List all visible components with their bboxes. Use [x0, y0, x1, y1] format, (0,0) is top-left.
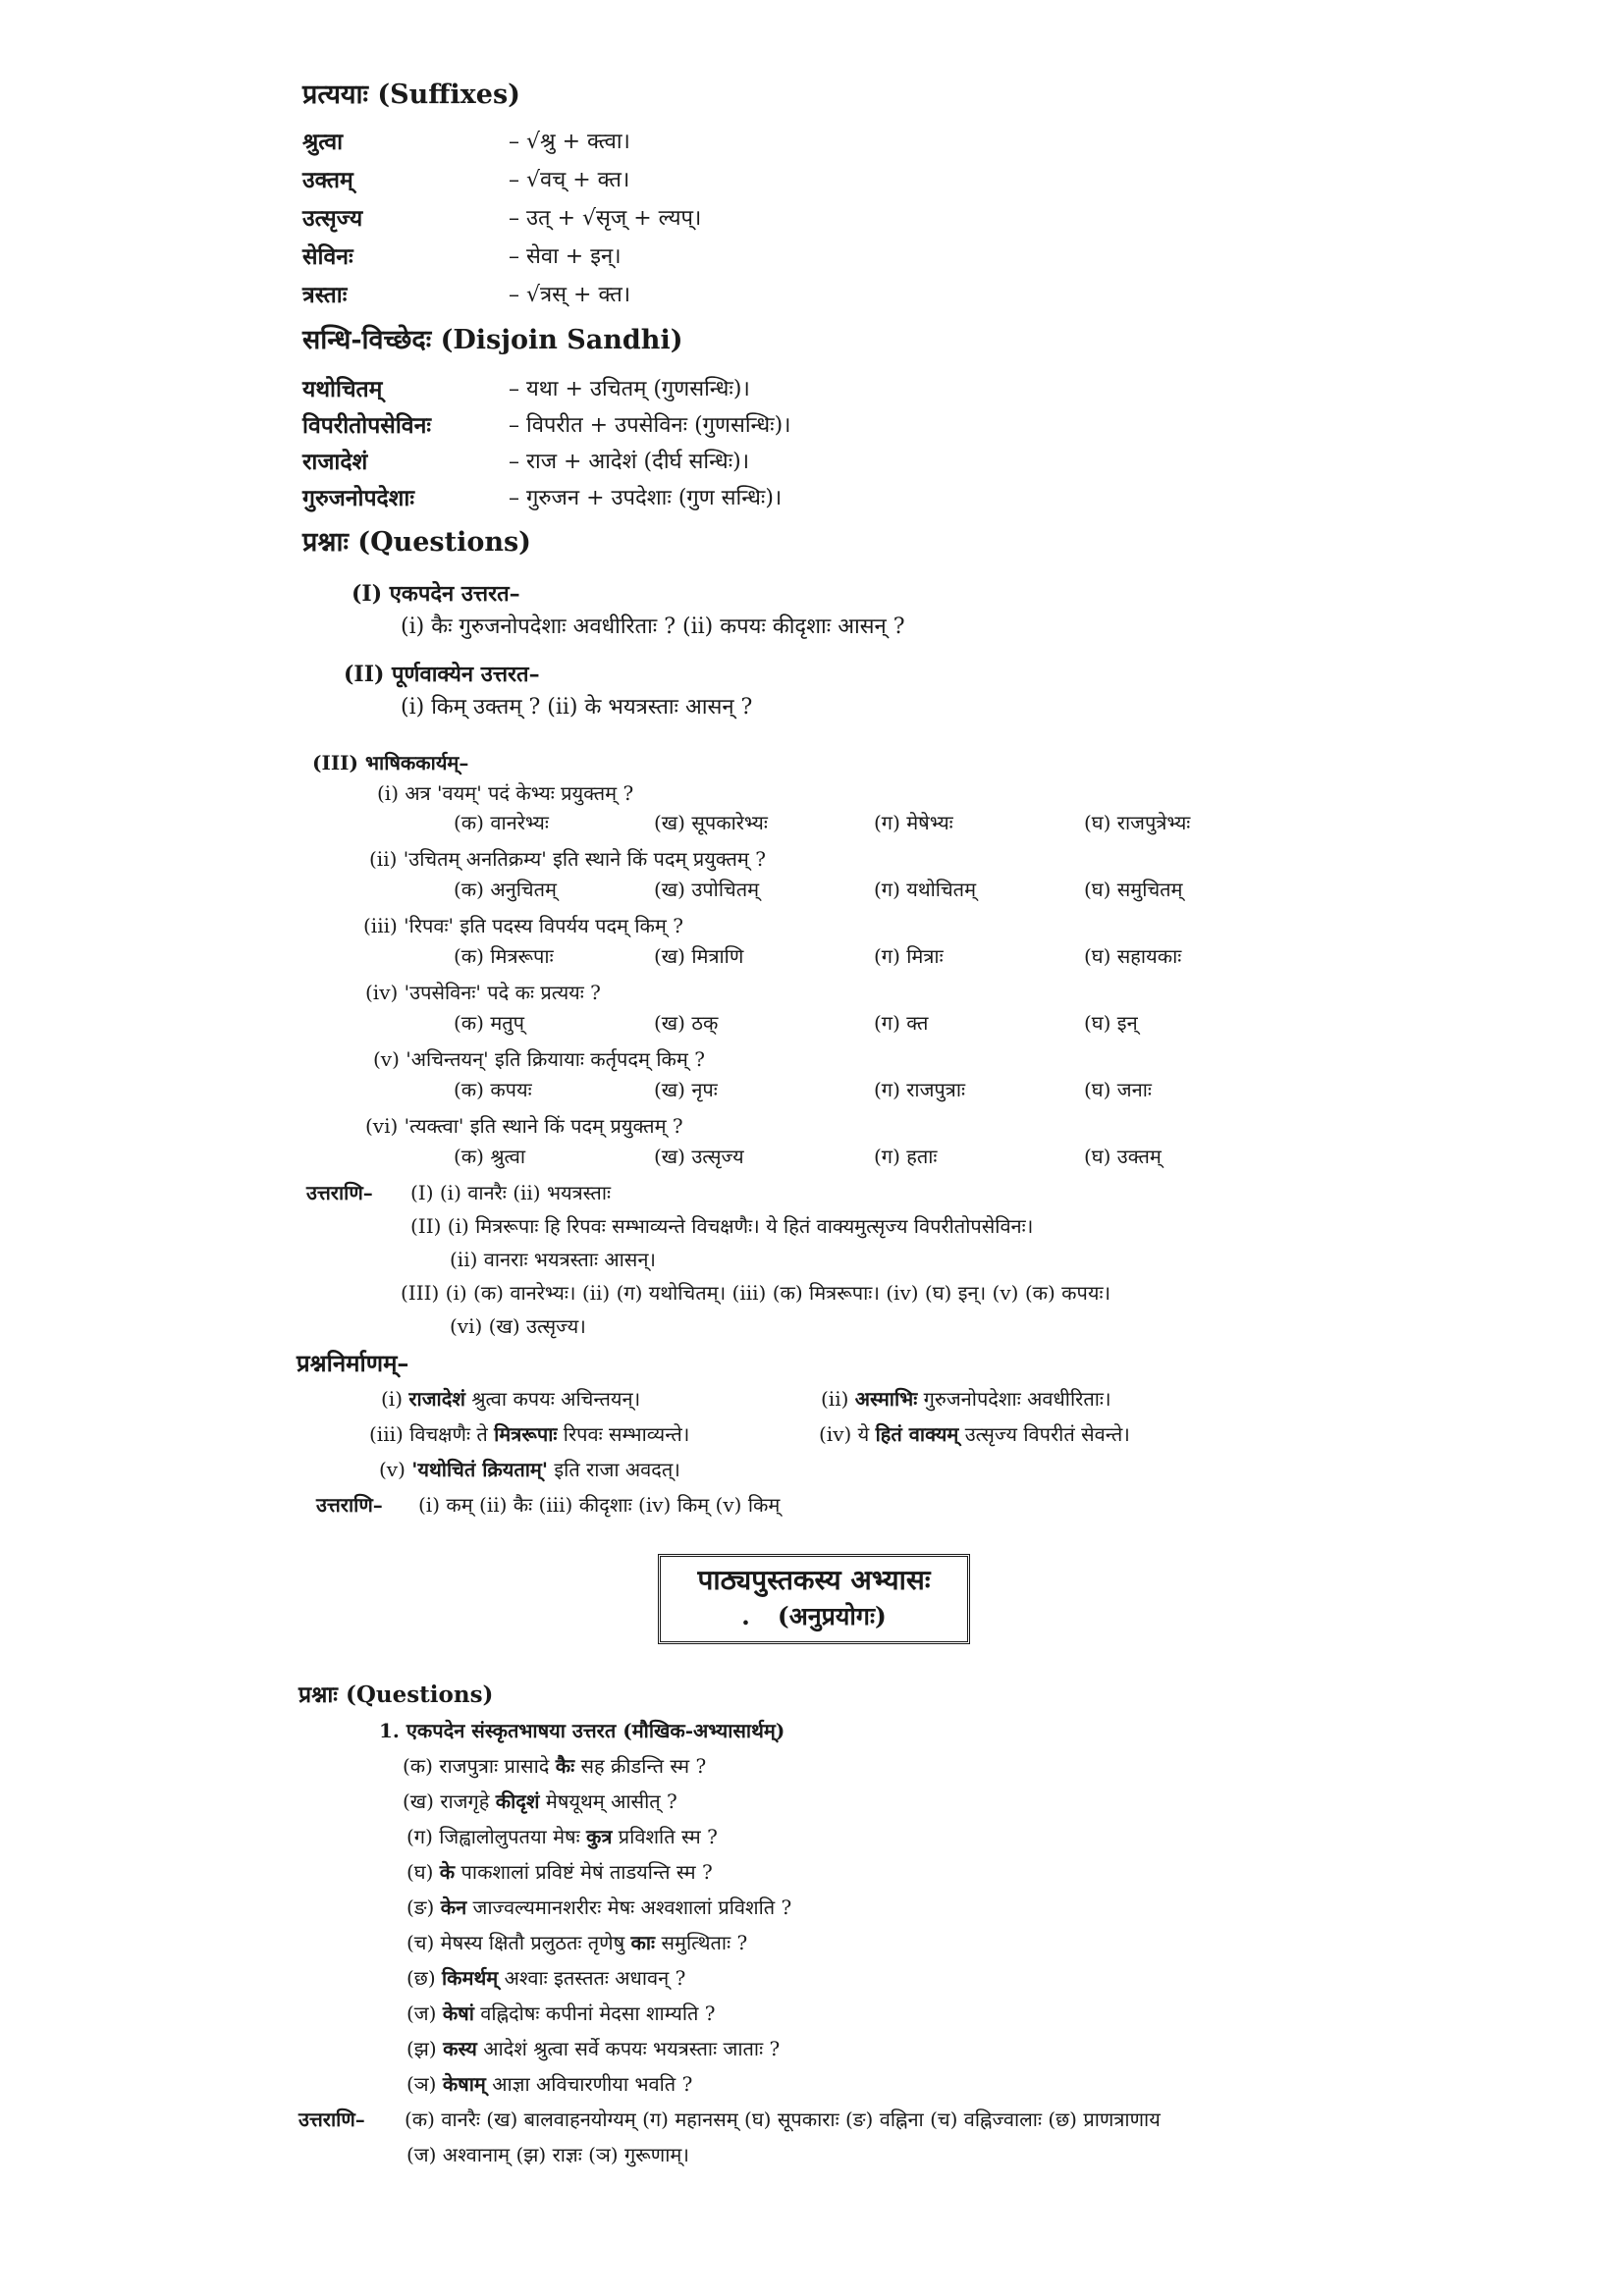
suffix-word: श्रुत्वा: [302, 129, 344, 155]
option: (क) वानरेभ्यः: [454, 811, 549, 834]
textbook-item: (ख) राजगृहे कीदृशं मेषयूथम् आसीत् ?: [403, 1789, 677, 1813]
box-title: पाठ्यपुस्तकस्य अभ्यासः: [697, 1564, 931, 1596]
question-making-heading: प्रश्ननिर्माणम्–: [297, 1349, 409, 1377]
answer-line: (III) (i) (क) वानरेभ्यः। (ii) (ग) यथोचितम्। (iii) (क) मित्ररूपाः। (iv) (घ) इन्। (v) (क) कपयः।: [401, 1281, 1111, 1305]
grammar-title: (III) भाषिककार्यम्–: [312, 751, 469, 774]
textbook-answers-label: उत्तराणि–: [298, 2108, 365, 2131]
option: (क) मतुप्: [454, 1011, 525, 1035]
textbook-questions-heading: प्रश्नाः (Questions): [298, 1682, 494, 1708]
one-word-questions: (i) कैः गुरुजनोपदेशाः अवधीरिताः ? (ii) कपयः कीदृशाः आसन् ?: [401, 614, 905, 639]
question-making-answers-label: उत्तराणि–: [316, 1493, 383, 1517]
option: (ग) राजपुत्राः: [874, 1078, 966, 1101]
textbook-q1-title: 1. एकपदेन संस्कृतभाषया उत्तरत (मौखिक-अभ्यासार्थम्): [379, 1719, 785, 1742]
sandhi-word: राजादेशं: [302, 449, 368, 475]
textbook-item: (घ) के पाकशालां प्रविष्टं मेषं ताडयन्ति स्म ?: [406, 1860, 713, 1884]
option: (ग) हताः: [874, 1145, 938, 1168]
option: (क) अनुचितम्: [454, 878, 557, 901]
question-making-item: (iv) ये हितं वाक्यम् उत्सृज्य विपरीतं सेवन्ते।: [819, 1422, 1130, 1446]
grammar-question: (iv) 'उपसेविनः' पदे कः प्रत्ययः ?: [365, 981, 601, 1004]
textbook-item: (झ) कस्य आदेशं श्रुत्वा सर्वे कपयः भयत्रस्ताः जाताः ?: [406, 2037, 781, 2060]
textbook-item: (च) मेषस्य क्षितौ प्रलुठतः तृणेषु काः समुत्थिताः ?: [406, 1931, 748, 1954]
suffix-word: उत्सृज्य: [302, 205, 363, 232]
option: (क) कपयः: [454, 1078, 532, 1101]
sandhi-heading: सन्धि-विच्छेदः (Disjoin Sandhi): [302, 325, 683, 355]
sandhi-word: विपरीतोपसेविनः: [302, 412, 432, 439]
suffix-parts: – √वच् + क्त।: [509, 168, 630, 192]
suffixes-heading: प्रत्ययाः (Suffixes): [302, 80, 520, 110]
textbook-answers-line: (क) वानरैः (ख) बालवाहनयोग्यम् (ग) महानसम् (घ) सूपकाराः (ङ) वह्निना (च) वह्निज्वालाः (छ) प्राणत्राणाय: [405, 2108, 1161, 2131]
questions-heading: प्रश्नाः (Questions): [302, 527, 531, 558]
option: (ख) सूपकारेभ्यः: [654, 811, 768, 834]
suffix-word: उक्तम्: [302, 167, 353, 193]
grammar-question: (vi) 'त्यक्त्वा' इति स्थाने किं पदम् प्रयुक्तम् ?: [365, 1114, 683, 1138]
option: (ग) क्त: [874, 1011, 929, 1035]
suffix-parts: – उत् + √सृज् + ल्यप्।: [509, 206, 702, 231]
suffix-word: सेविनः: [302, 243, 353, 270]
question-making-item: (ii) अस्माभिः गुरुजनोपदेशाः अवधीरिताः।: [821, 1387, 1111, 1411]
textbook-exercise-box: [658, 1554, 970, 1644]
option: (ख) उत्सृज्य: [654, 1145, 744, 1168]
textbook-answers-line: (ज) अश्वानाम् (झ) राज्ञः (ञ) गुरूणाम्।: [406, 2143, 689, 2166]
option: (क) मित्ररूपाः: [454, 944, 554, 968]
answer-line: (II) (i) मित्ररूपाः हि रिपवः सम्भाव्यन्ते विचक्षणैः। ये हितं वाक्यमुत्सृज्य विपरीतोपसेविनः।: [410, 1214, 1034, 1238]
option: (ख) नृपः: [654, 1078, 718, 1101]
grammar-question: (i) अत्र 'वयम्' पदं केभ्यः प्रयुक्तम् ?: [377, 781, 634, 805]
sandhi-word: गुरुजनोपदेशाः: [302, 485, 415, 511]
suffix-parts: – √श्रु + क्त्वा।: [509, 130, 630, 154]
textbook-item: (ग) जिह्वालोलुपतया मेषः कुत्र प्रविशति स्म ?: [406, 1825, 718, 1848]
full-sentence-title: (II) पूर्णवाक्येन उत्तरत–: [344, 662, 540, 687]
sandhi-word: यथोचितम्: [302, 376, 383, 402]
option: (ग) यथोचितम्: [874, 878, 977, 901]
box-subtitle: . (अनुप्रयोगः): [741, 1602, 887, 1630]
sandhi-parts: – राज + आदेशं (दीर्घ सन्धिः)।: [509, 450, 750, 474]
option: (घ) जनाः: [1084, 1078, 1152, 1101]
grammar-question: (ii) 'उचितम् अनतिक्रम्य' इति स्थाने किं पदम् प्रयुक्तम् ?: [369, 847, 766, 871]
grammar-question: (iii) 'रिपवः' इति पदस्य विपर्यय पदम् किम् ?: [363, 914, 683, 937]
option: (घ) इन्: [1084, 1011, 1138, 1035]
option: (ख) उपोचितम्: [654, 878, 760, 901]
sandhi-parts: – विपरीत + उपसेविनः (गुणसन्धिः)।: [509, 413, 791, 438]
textbook-item: (छ) किमर्थम् अश्वाः इतस्ततः अधावन् ?: [406, 1966, 686, 1990]
option: (क) श्रुत्वा: [454, 1145, 526, 1168]
textbook-item: (ञ) केषाम् आज्ञा अविचारणीया भवति ?: [406, 2072, 693, 2096]
suffix-word: त्रस्ताः: [302, 282, 348, 308]
suffix-parts: – सेवा + इन्।: [509, 244, 622, 269]
one-word-title: (I) एकपदेन उत्तरत–: [352, 581, 520, 607]
option: (घ) उक्तम्: [1084, 1145, 1162, 1168]
question-making-item: (i) राजादेशं श्रुत्वा कपयः अचिन्तयन्।: [381, 1387, 641, 1411]
option: (ग) मेषेभ्यः: [874, 811, 953, 834]
grammar-question: (v) 'अचिन्तयन्' इति क्रियायाः कर्तृपदम् किम् ?: [373, 1047, 705, 1071]
answer-line: (vi) (ख) उत्सृज्य।: [450, 1314, 586, 1338]
option: (ख) मित्राणि: [654, 944, 744, 968]
textbook-item: (ङ) केन जाज्वल्यमानशरीरः मेषः अश्वशालां प्रविशति ?: [406, 1896, 792, 1919]
option: (ख) ठक्: [654, 1011, 719, 1035]
answer-line: (I) (i) वानरैः (ii) भयत्रस्ताः: [410, 1181, 612, 1204]
full-sentence-questions: (i) किम् उक्तम् ? (ii) के भयत्रस्ताः आसन् ?: [401, 695, 753, 720]
option: (घ) राजपुत्रेभ्यः: [1084, 811, 1191, 834]
option: (घ) समुचितम्: [1084, 878, 1183, 901]
question-making-item: (v) 'यथोचितं क्रियताम्' इति राजा अवदत्।: [379, 1458, 680, 1481]
question-making-answers: (i) कम् (ii) कैः (iii) कीदृशाः (iv) किम् (v) किम्: [418, 1493, 781, 1517]
option: (घ) सहायकाः: [1084, 944, 1182, 968]
textbook-item: (ज) केषां वह्निदोषः कपीनां मेदसा शाम्यति ?: [406, 2002, 716, 2025]
sandhi-parts: – गुरुजन + उपदेशाः (गुण सन्धिः)।: [509, 486, 783, 510]
option: (ग) मित्राः: [874, 944, 944, 968]
textbook-item: (क) राजपुत्राः प्रासादे कैः सह क्रीडन्ति स्म ?: [403, 1754, 707, 1778]
suffix-parts: – √त्रस् + क्त।: [509, 283, 631, 307]
sandhi-parts: – यथा + उचितम् (गुणसन्धिः)।: [509, 377, 750, 401]
answer-line: (ii) वानराः भयत्रस्ताः आसन्।: [450, 1248, 657, 1271]
question-making-item: (iii) विचक्षणैः ते मित्ररूपाः रिपवः सम्भाव्यन्ते।: [369, 1422, 690, 1446]
answers-label: उत्तराणि–: [306, 1181, 373, 1204]
